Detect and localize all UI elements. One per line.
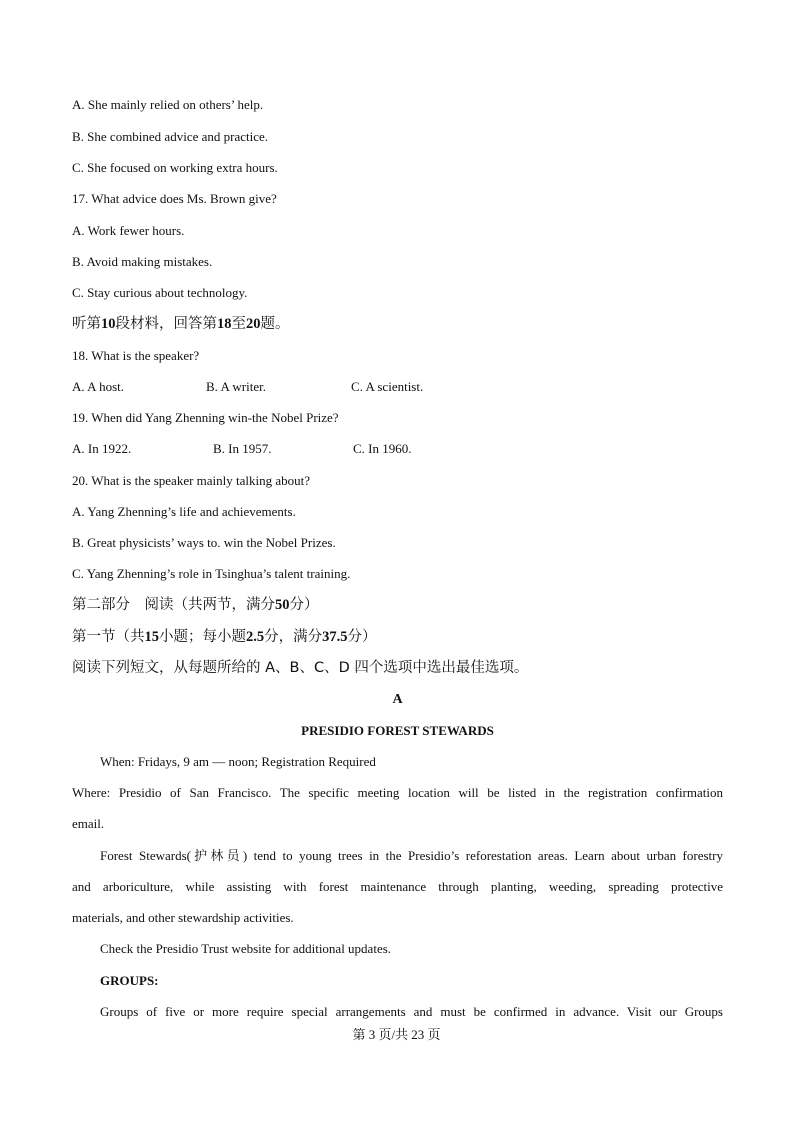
- passage-forest-stewards-line2: and arboriculture, while assisting with forest maintenance through planting, weeding, spreading protective: [72, 879, 723, 894]
- q18-option-a: A. A host.: [72, 379, 125, 394]
- q17-option-b: B. Avoid making mistakes.: [72, 254, 213, 269]
- q20-option-a: A. Yang Zhenning’s life and achievements.: [72, 504, 296, 519]
- q19-options: [72, 441, 723, 457]
- groups-heading: GROUPS:: [100, 973, 159, 988]
- passage-when: When: Fridays, 9 am — noon; Registration Required: [100, 754, 376, 769]
- q17-question: 17. What advice does Ms. Brown give?: [72, 191, 277, 206]
- q19-option-b: B. In 1957.: [213, 441, 272, 456]
- q19-option-a: A. In 1922.: [72, 441, 132, 456]
- passage-groups-line1: Groups of five or more require special arrangements and must be confirmed in advance. Visit our Groups: [100, 1004, 723, 1019]
- section-10-instruction: 听第10段材料，回答第18至20题。: [72, 316, 290, 332]
- q19-question: 19. When did Yang Zhenning win-the Nobel Prize?: [72, 410, 339, 425]
- q20-question: 20. What is the speaker mainly talking about?: [72, 473, 311, 488]
- q18-option-b: B. A writer.: [206, 379, 266, 394]
- q18-question: 18. What is the speaker?: [72, 348, 200, 363]
- q20-option-b: B. Great physicists’ ways to. win the Nobel Prizes.: [72, 535, 336, 550]
- q19-option-c: C. In 1960.: [353, 441, 412, 456]
- q18-option-c: C. A scientist.: [351, 379, 424, 394]
- q17-option-a: A. Work fewer hours.: [72, 223, 185, 238]
- passage-title: PRESIDIO FOREST STEWARDS: [301, 723, 494, 738]
- q16-option-a: A. She mainly relied on others’ help.: [72, 97, 264, 112]
- q17-option-c: C. Stay curious about technology.: [72, 285, 248, 300]
- passage-where-line2: email.: [72, 816, 105, 831]
- q18-options: [72, 379, 723, 395]
- q20-option-c: C. Yang Zhenning’s role in Tsinghua’s talent training.: [72, 566, 351, 581]
- passage-letter: A: [392, 692, 403, 707]
- passage-forest-stewards-line3: materials, and other stewardship activities.: [72, 910, 294, 925]
- reading-instruction: 阅读下列短文，从每题所给的 A、B、C、D 四个选项中选出最佳选项。: [72, 660, 529, 676]
- part-two-heading: 第二部分 阅读（共两节，满分50分）: [72, 597, 319, 613]
- page-number-footer: 第 3 页/共 23 页: [352, 1027, 441, 1042]
- section-one-heading: 第一节（共15小题；每小题2.5分，满分37.5分）: [72, 629, 377, 645]
- q16-option-c: C. She focused on working extra hours.: [72, 160, 278, 175]
- passage-check-website: Check the Presidio Trust website for additional updates.: [100, 941, 392, 956]
- passage-forest-stewards-line1: Forest Stewards(护林员) tend to young trees in the Presidio’s reforestation areas. Learn about urban forestry: [100, 848, 723, 863]
- q16-option-b: B. She combined advice and practice.: [72, 129, 269, 144]
- passage-where-line1: Where: Presidio of San Francisco. The specific meeting location will be listed in the registration confirmation: [72, 785, 723, 800]
